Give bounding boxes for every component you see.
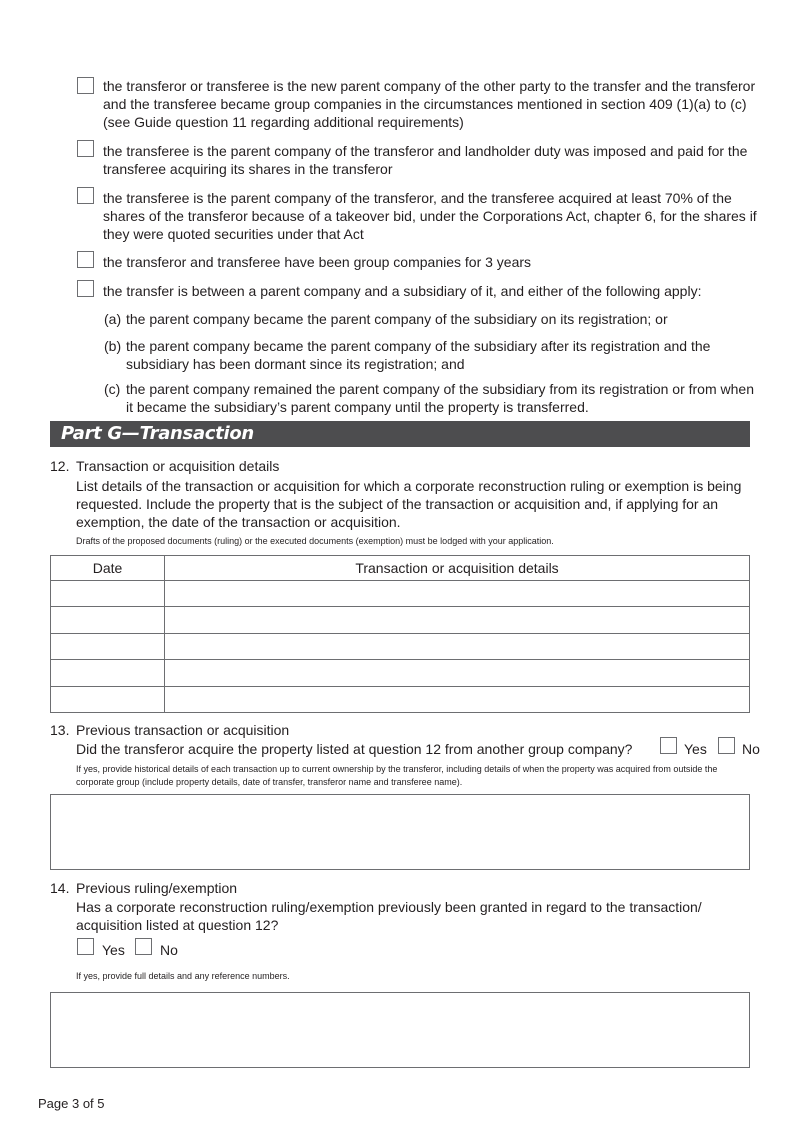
sub-item-letter: (c) [104,381,121,397]
table-row-divider [51,580,749,581]
table-header-details: Transaction or acquisition details [355,560,559,576]
option-text-landholder-duty: the transferee is the parent company of the transferor and landholder duty was imposed and paid for the transferee acquiring its shares in the transferor [103,143,748,177]
q14-details-textarea[interactable] [50,992,750,1068]
q13-yes-checkbox[interactable] [660,737,677,754]
option-checkbox-group-3-years[interactable] [77,251,94,268]
q14-title: Previous ruling/exemption [76,880,238,896]
q14-question: Has a corporate reconstruction ruling/exemption previously been granted in regard to the transaction/ acquisition listed at question 12? [76,899,702,933]
part-g-title: Part G—Transaction [61,423,254,444]
q13-title: Previous transaction or acquisition [76,722,290,738]
option-text-group-3-years: the transferor and transferee have been group companies for 3 years [103,254,532,270]
q14-yes-label: Yes [102,942,125,958]
table-header-date: Date [92,560,123,576]
q14-number: 14. [50,880,70,896]
option-checkbox-new-parent[interactable] [77,77,94,94]
q12-instructions: List details of the transaction or acquisition for which a corporate reconstruction ruling or exemption is being requested. Include the property that is the subject of the transaction or acquisition and, if applying for an exemption, the date of the transaction or acquisition. [76,478,742,530]
table-row-divider [51,606,749,607]
q13-question: Did the transferor acquire the property listed at question 12 from another group company? [76,741,633,757]
q14-yes-checkbox[interactable] [77,938,94,955]
table-row-divider [51,633,749,634]
q13-no-checkbox[interactable] [718,737,735,754]
option-checkbox-landholder-duty[interactable] [77,140,94,157]
q13-note: If yes, provide historical details of each transaction up to current ownership by the transferor, including details of when the property was acquired from outside the corporate group (include property details, date of transfer, transferor name and transferee name). [76,764,718,787]
option-text-takeover-bid: the transferee is the parent company of the transferor, and the transferee acquired at least 70% of the shares of the transferor because of a takeover bid, under the Corporations Act, chapter 6, for the shares if they were quoted securities under that Act [103,190,757,242]
q12-title: Transaction or acquisition details [76,458,280,474]
q14-no-checkbox[interactable] [135,938,152,955]
q13-no-label: No [742,741,760,757]
table-row-divider [51,659,749,660]
sub-item-text: the parent company became the parent company of the subsidiary on its registration; or [126,311,668,327]
q12-number: 12. [50,458,70,474]
q13-number: 13. [50,722,70,738]
option-checkbox-parent-subsidiary[interactable] [77,280,94,297]
q13-details-textarea[interactable] [50,794,750,870]
page-number: Page 3 of 5 [38,1096,105,1111]
transaction-details-table [50,555,750,713]
sub-item-text: the parent company remained the parent company of the subsidiary from its registration or from when it became the subsidiary’s parent company until the property is transferred. [126,381,754,415]
part-g-header [50,421,750,447]
q14-note: If yes, provide full details and any reference numbers. [76,971,290,981]
q13-yes-label: Yes [684,741,707,757]
sub-item-letter: (a) [104,311,122,327]
sub-item-text: the parent company became the parent company of the subsidiary after its registration and the subsidiary has been dormant since its registration; and [126,338,711,372]
option-text-new-parent: the transferor or transferee is the new parent company of the other party to the transfer and the transferor and the transferee became group companies in the circumstances mentioned in section 409 (1)(a) to (c) (see Guide question 11 regarding additional requirements) [103,78,756,130]
option-text-parent-subsidiary: the transfer is between a parent company and a subsidiary of it, and either of the following apply: [103,283,702,299]
q14-no-label: No [160,942,178,958]
table-row-divider [51,686,749,687]
option-checkbox-takeover-bid[interactable] [77,187,94,204]
q12-note: Drafts of the proposed documents (ruling) or the executed documents (exemption) must be lodged with your application. [76,536,554,546]
sub-item-letter: (b) [104,338,122,354]
